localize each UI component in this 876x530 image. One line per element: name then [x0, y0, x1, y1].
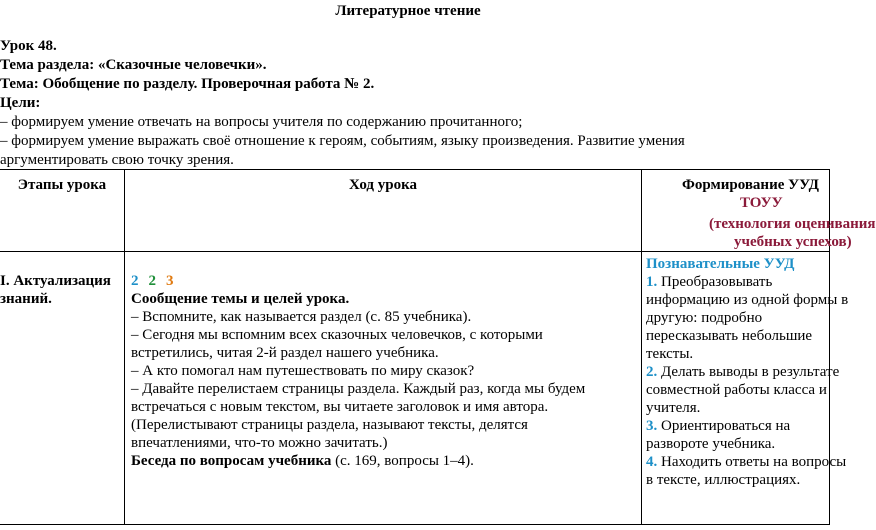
header-touu-full-1: (технология оценивания — [709, 216, 876, 232]
header-formation-label: Формирование УУД — [682, 177, 819, 193]
stage-line-1: I. Актуализация — [0, 273, 111, 289]
header-formation-block — [642, 170, 876, 251]
lesson-header — [0, 37, 816, 170]
uud-item — [646, 453, 847, 489]
goals-list — [0, 113, 816, 170]
assessment-numbers — [131, 272, 637, 290]
goal-line: – формируем умение отвечать на вопросы учителя по содержанию прочитанного; — [0, 114, 523, 130]
uud-item-line: совместной работы класса и — [646, 382, 827, 398]
process-line: – А кто помогал нам путешествовать по миру сказок? — [131, 363, 475, 379]
process-line: – Сегодня мы вспомним всех сказочных человечков, с которыми — [131, 327, 543, 343]
uud-block — [646, 255, 849, 489]
lesson-topic — [0, 75, 816, 94]
goals-label: Цели: — [0, 95, 41, 111]
stage-cell — [0, 252, 125, 525]
topic-label: Тема: — [0, 76, 39, 92]
header-stages-label: Этапы урока — [17, 177, 107, 193]
process-line: встретились, читая 2-й раздел нашего учебника. — [131, 345, 439, 361]
stage-line-2: знаний. — [0, 291, 52, 307]
section-value: «Сказочные человечки». — [97, 57, 267, 73]
uud-item — [646, 273, 849, 363]
page-title: Литературное чтение — [335, 3, 481, 19]
uud-item-line: информацию из одной формы в — [646, 292, 849, 308]
uud-item-line: Преобразовывать — [661, 274, 773, 290]
header-process — [125, 170, 642, 252]
goal-line: – формируем умение выражать своё отношение к героям, событиям, языку произведения. Развитие умения — [0, 133, 685, 149]
section-theme — [0, 56, 816, 75]
lesson-table — [0, 169, 876, 525]
table-header-row — [0, 170, 830, 252]
process-cell — [125, 252, 642, 525]
uud-item-line: развороте учебника. — [646, 436, 776, 452]
process-line: впечатлениями, что-то можно зачитать.) — [131, 435, 388, 451]
process-line: (Перелистывают страницы раздела, называют тексты, делятся — [131, 417, 528, 433]
uud-item-line: Находить ответы на вопросы — [661, 454, 847, 470]
lesson-number: Урок 48. — [0, 38, 57, 54]
message-title: Сообщение темы и целей урока. — [131, 291, 350, 307]
topic-value: Обобщение по разделу. Проверочная работа № 2. — [42, 76, 375, 92]
goal-line: аргументировать свою точку зрения. — [0, 152, 234, 168]
table-row — [0, 252, 830, 525]
header-process-label: Ход урока — [348, 177, 418, 193]
header-touu-full-2: учебных успехов) — [734, 234, 852, 250]
uud-item-number: 3. — [646, 418, 658, 434]
uud-item-line: пересказывать небольшие — [646, 328, 813, 344]
header-touu: ТОУУ — [740, 195, 783, 211]
uud-cell — [642, 252, 849, 525]
process-line: – Давайте перелистаем страницы раздела. Каждый раз, когда мы будем — [131, 381, 586, 397]
number-orange: 3 — [166, 273, 174, 289]
number-green: 2 — [148, 273, 156, 289]
header-formation — [642, 170, 876, 252]
uud-item-number: 2. — [646, 364, 658, 380]
section-label: Тема раздела: — [0, 57, 95, 73]
uud-item-line: Ориентироваться на — [661, 418, 791, 434]
discussion-bold: Беседа по вопросам учебника — [131, 453, 332, 469]
uud-item-line: в тексте, иллюстрациях. — [646, 472, 801, 488]
process-line: – Вспомните, как называется раздел (с. 85 учебника). — [131, 309, 472, 325]
uud-title: Познавательные УУД — [646, 256, 795, 272]
uud-item-number: 1. — [646, 274, 658, 290]
process-line: встречаться с новым текстом, вы читаете заголовок и имя автора. — [131, 399, 549, 415]
uud-item-number: 4. — [646, 454, 658, 470]
uud-item-line: тексты. — [646, 346, 694, 362]
header-stages — [0, 170, 125, 252]
discussion-rest: (с. 169, вопросы 1–4). — [331, 453, 474, 469]
uud-item-line: Делать выводы в результате — [661, 364, 840, 380]
uud-item-line: учителя. — [646, 400, 701, 416]
number-blue: 2 — [131, 273, 139, 289]
uud-item-line: другую: подробно — [646, 310, 763, 326]
discussion-line — [131, 452, 637, 470]
uud-item — [646, 363, 840, 417]
uud-item — [646, 417, 836, 453]
